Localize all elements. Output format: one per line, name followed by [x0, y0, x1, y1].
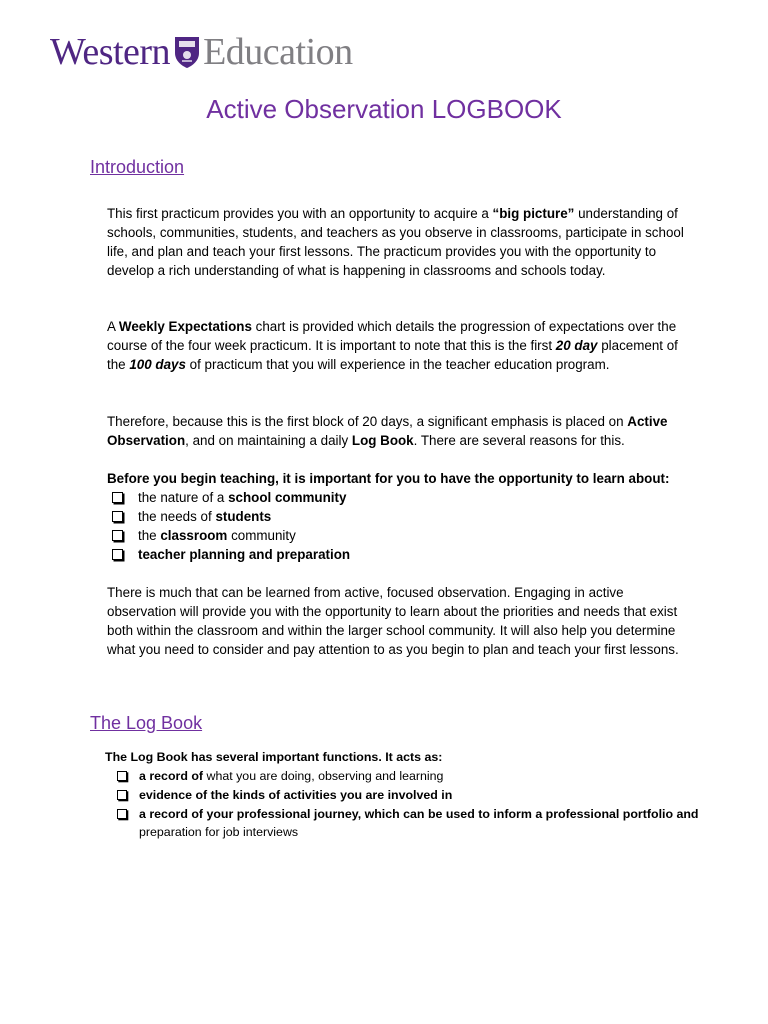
- text-run: chart is provided which details the progression of expectations over the course of the four week practicum. It is important to note that this is the first: [107, 319, 677, 353]
- text-run: placement of the: [107, 338, 678, 372]
- text-run: . There are several reasons for this.: [413, 433, 625, 448]
- checkbox-bullet-icon: [117, 790, 127, 800]
- list-item: [112, 526, 296, 545]
- text-run: understanding of schools, communities, students, and teachers as you observe in classrooms, participate in school life, and plan and teach your first lessons. The practicum provides you with the opportunity to develop a rich understanding of what is happening in classrooms and schools today.: [107, 206, 684, 278]
- list-item: [112, 545, 350, 564]
- introduction-heading: Introduction: [90, 157, 185, 177]
- logbook-heading: The Log Book: [90, 713, 203, 733]
- checkbox-bullet-icon: [117, 809, 127, 819]
- intro-paragraph-2: [107, 317, 687, 374]
- checkbox-bullet-icon: [112, 549, 123, 560]
- text-run: A: [107, 319, 119, 334]
- logo-western-text: Western: [50, 31, 171, 73]
- list-item: [112, 507, 271, 526]
- list-item: [117, 786, 452, 804]
- text-run: This first practicum provides you with an opportunity to acquire a: [107, 206, 493, 221]
- text-run: , and on maintaining a daily: [185, 433, 352, 448]
- text-run: preparation for job interviews: [139, 825, 299, 839]
- checkbox-bullet-icon: [112, 492, 123, 503]
- text-run: community: [227, 528, 296, 543]
- text-run: the nature of a: [138, 490, 229, 505]
- text-run-bold: students: [215, 509, 272, 524]
- text-run: the: [138, 528, 161, 543]
- intro-paragraph-1: [107, 204, 687, 280]
- learning-list-lead: Before you begin teaching, it is important for you to have the opportunity to learn about:: [107, 471, 670, 486]
- text-run: the needs of: [138, 509, 216, 524]
- text-run: of practicum that you will experience in the teacher education program.: [185, 357, 610, 372]
- text-run-bold-italic: 20 day: [555, 338, 598, 353]
- text-run-bold: Log Book: [351, 433, 414, 448]
- western-education-logo: [50, 30, 353, 74]
- text-run-bold-italic: 100 days: [129, 357, 186, 372]
- list-item: [112, 488, 346, 507]
- text-run-bold: a record of: [139, 769, 204, 783]
- text-run: what you are doing, observing and learning: [203, 769, 444, 783]
- logbook-lead: The Log Book has several important functions. It acts as:: [105, 750, 443, 764]
- university-crest-icon: [174, 35, 200, 69]
- intro-paragraph-4: There is much that can be learned from active, focused observation. Engaging in active observation will provide you with the opportunity to learn about the priorities and needs that exist both within the classroom and within the larger school community. It will also help you determine what you need to consider and pay attention to as you begin to plan and teach your first lessons.: [107, 585, 679, 657]
- text-run-bold: school community: [228, 490, 347, 505]
- checkbox-bullet-icon: [112, 530, 123, 541]
- text-run-bold: “big picture”: [492, 206, 575, 221]
- text-run-bold: Active Observation: [107, 414, 668, 448]
- list-item: [117, 767, 443, 785]
- text-run: Therefore, because this is the first block of 20 days, a significant emphasis is placed on: [107, 414, 628, 429]
- text-run-bold: teacher planning and preparation: [138, 547, 351, 562]
- logo-education-text: Education: [203, 31, 353, 73]
- intro-paragraph-3: [107, 412, 687, 450]
- page-title: Active Observation LOGBOOK: [206, 94, 562, 124]
- text-run-bold: evidence of the kinds of activities you are involved in: [139, 788, 453, 802]
- checkbox-bullet-icon: [117, 771, 127, 781]
- text-run-bold: Weekly Expectations: [118, 319, 252, 334]
- checkbox-bullet-icon: [112, 511, 123, 522]
- list-item: [117, 805, 699, 841]
- text-run-bold: a record of your professional journey, which can be used to inform a professional portfolio and: [139, 807, 699, 821]
- text-run-bold: classroom: [160, 528, 228, 543]
